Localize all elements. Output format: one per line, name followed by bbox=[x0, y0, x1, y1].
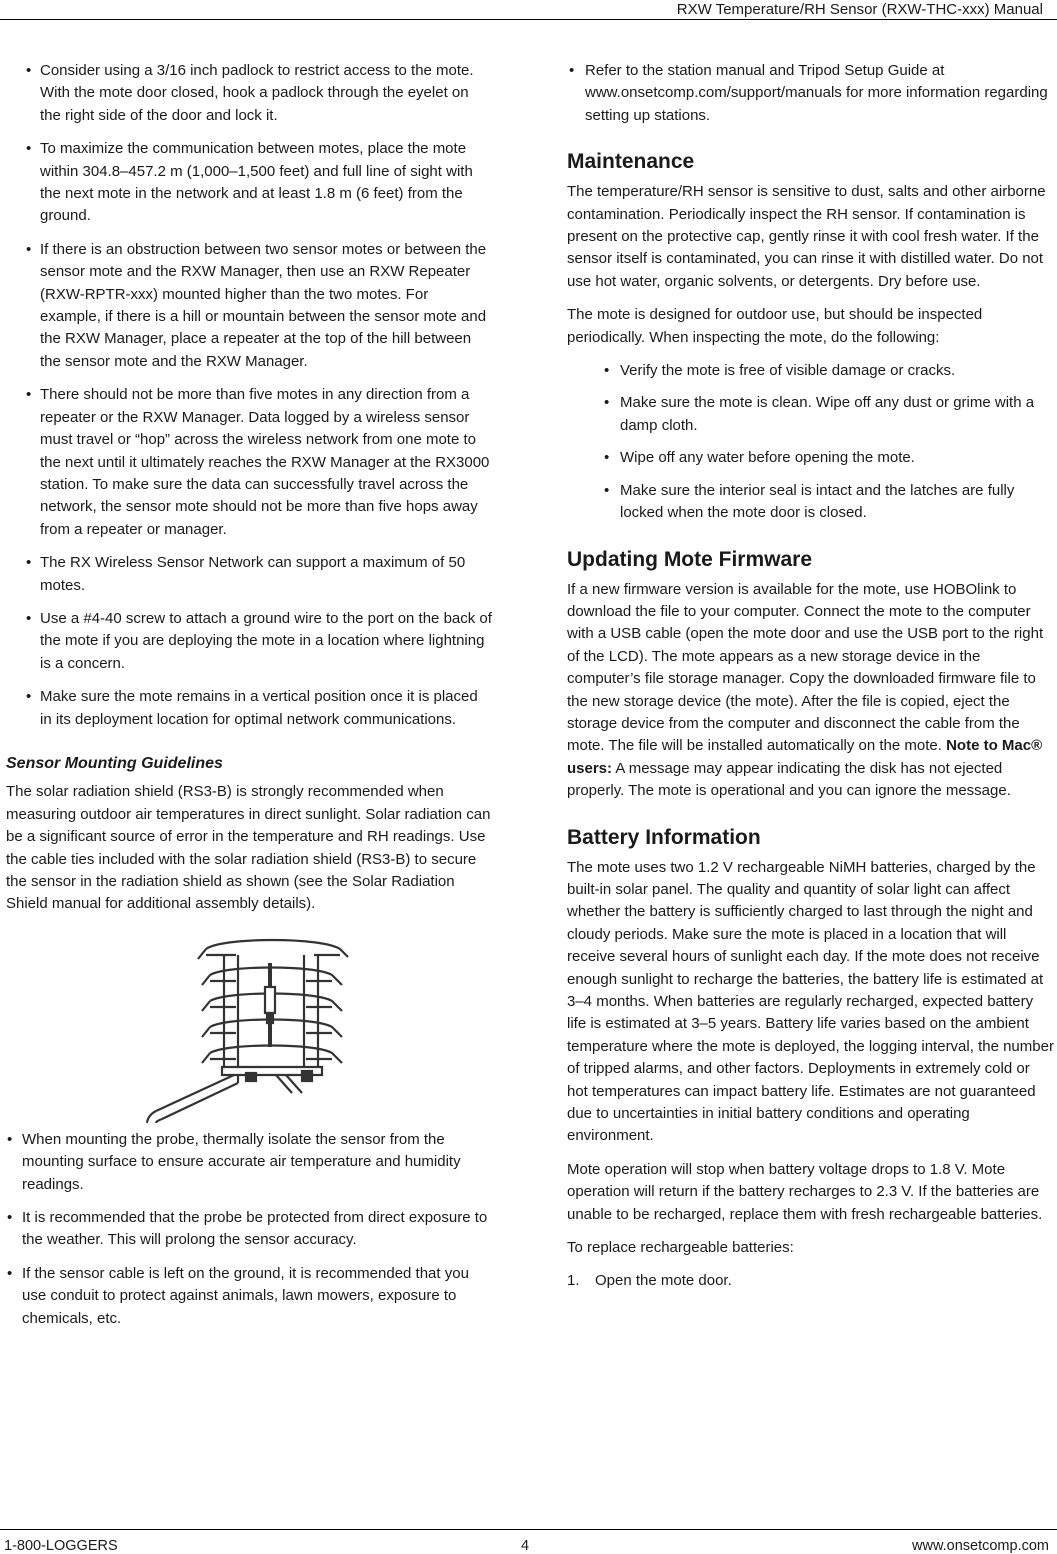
footer-website: www.onsetcomp.com bbox=[912, 1538, 1049, 1554]
list-item: • Make sure the mote is clean. Wipe off any dust or grime with a damp cloth. bbox=[567, 392, 1054, 437]
list-item: • Refer to the station manual and Tripod Setup Guide at www.onsetcomp.com/support/manuals for more information regarding setting up stations. bbox=[567, 60, 1054, 127]
battery-paragraph: The mote uses two 1.2 V rechargeable NiMH batteries, charged by the built-in solar panel. The quality and quantity of solar light can affect whether the battery is sufficiently charged to last through the night and cloudy periods. Make sure the mote is placed in a location that will receive several hours of sunlight each day. If the mote does not receive enough sunlight to recharge the batteries, the battery life is estimated at 3–4 months. When batteries are regularly recharged, expected battery life is estimated at 3–5 years. Battery life varies based on the ambient temperature where the mote is deployed, the logging interval, the number of tripped alarms, and other factors. Deployments in extremely cold or hot temperatures can impact battery life. Estimates are not guaranteed due to uncertainties in initial battery conditions and operating environment. bbox=[567, 858, 1054, 1145]
battery-replace-steps bbox=[567, 1270, 1054, 1292]
radiation-shield-drawing bbox=[126, 927, 356, 1123]
list-item: • When mounting the probe, thermally isolate the sensor from the mounting surface to ensure accurate air temperature and humidity readings. bbox=[6, 1129, 492, 1196]
battery-replace-intro: To replace rechargeable batteries: bbox=[567, 1239, 794, 1257]
station-reference-list bbox=[567, 60, 1054, 127]
sensor-mounting-heading: Sensor Mounting Guidelines bbox=[6, 754, 223, 772]
list-item bbox=[567, 1270, 1054, 1292]
list-item: • Wipe off any water before opening the mote. bbox=[567, 447, 1054, 469]
list-item: • Make sure the mote remains in a vertical position once it is placed in its deployment location for optimal network communications. bbox=[6, 686, 492, 731]
battery-voltage-paragraph: Mote operation will stop when battery voltage drops to 1.8 V. Mote operation will return if the battery recharges to 2.3 V. If the batteries are unable to be recharged, replace them with fresh rechargeable batteries. bbox=[567, 1160, 1043, 1223]
list-item: • It is recommended that the probe be protected from direct exposure to the weather. This will prolong the sensor accuracy. bbox=[6, 1207, 492, 1252]
list-item: • If the sensor cable is left on the ground, it is recommended that you use conduit to protect against animals, lawn mowers, exposure to chemicals, etc. bbox=[6, 1263, 492, 1330]
mounting-bullet-list bbox=[6, 1129, 492, 1330]
page-header bbox=[0, 0, 1057, 20]
left-column bbox=[6, 60, 492, 1341]
list-item: • Use a #4-40 screw to attach a ground wire to the port on the back of the mote if you are deploying the mote in a location where lightning is a concern. bbox=[6, 608, 492, 675]
firmware-paragraph bbox=[567, 579, 1054, 803]
mounting-paragraph: The solar radiation shield (RS3-B) is strongly recommended when measuring outdoor air temperatures in direct sunlight. Solar radiation can be a significant source of error in the temperature and RH readings. Use the cable ties included with the solar radiation shield (RS3-B) to secure the sensor in the radiation shield as shown (see the Solar Radiation Shield manual for additional assembly details). bbox=[6, 783, 491, 913]
inspection-paragraph: The mote is designed for outdoor use, but should be inspected periodically. When inspecting the mote, do the following: bbox=[567, 306, 983, 346]
mac-note-text: A message may appear indicating the disk has not ejected properly. The mote is operational and you can ignore the message. bbox=[567, 759, 1011, 800]
step-text: Open the mote door. bbox=[595, 1272, 732, 1290]
maintenance-paragraph: The temperature/RH sensor is sensitive to dust, salts and other airborne contamination. Periodically inspect the RH sensor. If contamination is present on the protective cap, gently rinse it with cool fresh water. If the sensor itself is contaminated, you can rinse it with distilled water. Do not use hot water, organic solvents, or detergents. Dry before use. bbox=[567, 183, 1046, 290]
firmware-text: If a new firmware version is available for the mote, use HOBOlink to download the file to your computer. Connect the mote to the computer with a USB cable (open the mote door and use the USB port to the right of the LCD). The mote appears as a new storage device in the computer’s file storage manager. Copy the downloaded firmware file to the new storage device (the mote). After the file is copied, eject the storage device from the computer and disconnect the cable from the mote. The file will be installed automatically on the mote. bbox=[567, 580, 1044, 755]
right-column bbox=[567, 60, 1054, 1293]
list-item: • The RX Wireless Sensor Network can support a maximum of 50 motes. bbox=[6, 552, 492, 597]
battery-heading: Battery Information bbox=[567, 825, 761, 849]
list-item: • Consider using a 3/16 inch padlock to restrict access to the mote. With the mote door closed, hook a padlock through the eyelet on the right side of the door and lock it. bbox=[6, 60, 492, 127]
page-number: 4 bbox=[521, 1538, 530, 1554]
mac-note-label: Note to Mac® users: bbox=[567, 737, 1043, 777]
footer-phone: 1-800-LOGGERS bbox=[4, 1538, 118, 1554]
list-item: • Make sure the interior seal is intact and the latches are fully locked when the mote door is closed. bbox=[567, 480, 1054, 525]
list-item: • To maximize the communication between motes, place the mote within 304.8–457.2 m (1,000–1,500 feet) and full line of sight with the next mote in the network and at least 1.8 m (6 feet) from the ground. bbox=[6, 138, 492, 228]
firmware-heading: Updating Mote Firmware bbox=[567, 547, 813, 571]
list-item: • Verify the mote is free of visible damage or cracks. bbox=[567, 360, 1054, 382]
list-item: • If there is an obstruction between two sensor motes or between the sensor mote and the RXW Manager, then use an RXW Repeater (RXW-RPTR-xxx) mounted higher than the two motes. For example, if there is a hill or mountain between the sensor mote and the RXW Manager, place a repeater at the top of the hill between the sensor mote and the RXW Manager. bbox=[6, 239, 492, 373]
installation-bullet-list bbox=[6, 60, 492, 731]
page-footer bbox=[0, 1529, 1057, 1554]
maintenance-heading: Maintenance bbox=[567, 150, 695, 174]
radiation-shield-illustration bbox=[126, 927, 356, 1123]
manual-title: RXW Temperature/RH Sensor (RXW-THC-xxx) Manual bbox=[676, 1, 1043, 18]
inspection-bullet-list bbox=[567, 360, 1054, 524]
list-item: • There should not be more than five motes in any direction from a repeater or the RXW Manager. Data logged by a wireless sensor must travel or “hop” across the wireless network from one mote to the next until it ultimately reaches the RXW Manager at the RX3000 station. To make sure the data can successfully travel across the network, the sensor mote should not be more than five hops away from a repeater or manager. bbox=[6, 384, 492, 541]
step-number: 1. bbox=[567, 1272, 580, 1290]
